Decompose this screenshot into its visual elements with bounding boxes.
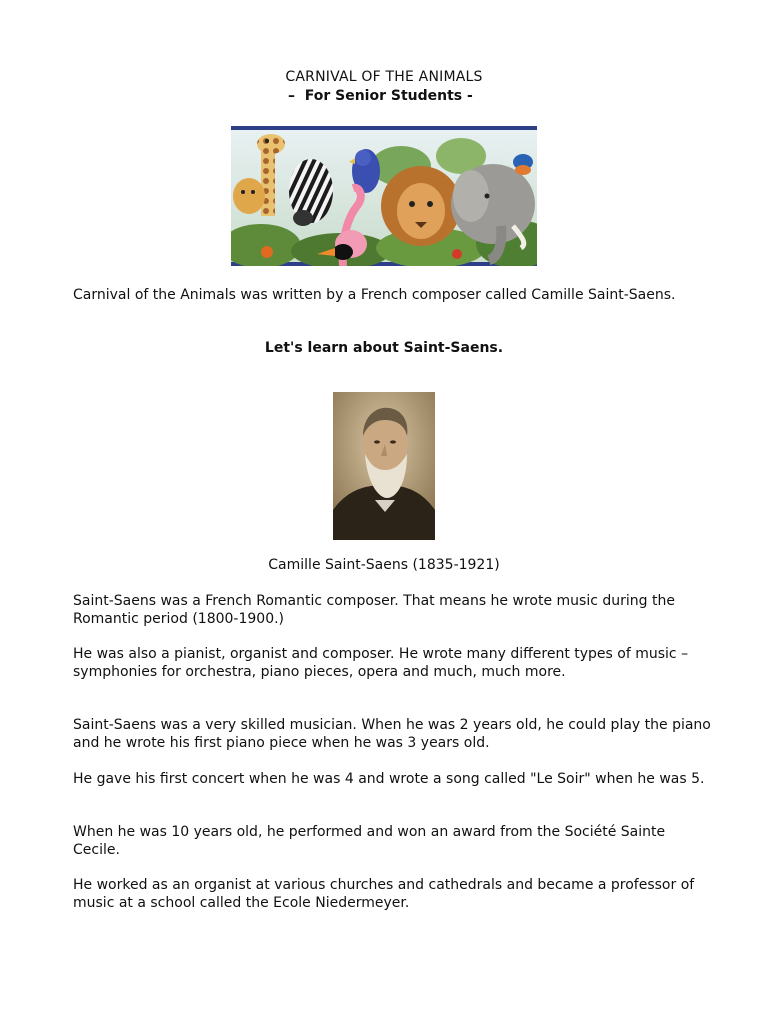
paragraph-skilled: Saint-Saens was a very skilled musician. When he was 2 years old, he could play the piano and he wrote his first piano piece when he was 3 years old. xyxy=(73,717,711,751)
paragraph-organist: He worked as an organist at various churches and cathedrals and became a professor of music at a school called the Ecole Niedermeyer. xyxy=(73,877,695,911)
paragraph-pianist: He was also a pianist, organist and composer. He wrote many different types of music – symphonies for orchestra, piano pieces, opera and much, much more. xyxy=(73,646,689,680)
composer-portrait-image xyxy=(333,392,435,540)
paragraph-award: When he was 10 years old, he performed and won an award from the Société Sainte Cecile. xyxy=(73,824,666,858)
intro-paragraph: Carnival of the Animals was written by a French composer called Camille Saint-Saens. xyxy=(73,287,676,303)
document-subtitle: – For Senior Students - xyxy=(288,88,473,104)
animals-banner-image xyxy=(231,126,537,266)
paragraph-first-concert: He gave his first concert when he was 4 and wrote a song called "Le Soir" when he was 5. xyxy=(73,771,705,787)
portrait-caption: Camille Saint-Saens (1835-1921) xyxy=(268,557,500,573)
paragraph-romantic: Saint-Saens was a French Romantic composer. That means he wrote music during the Romantic period (1800-1900.) xyxy=(73,593,675,627)
section-heading: Let's learn about Saint-Saens. xyxy=(264,340,504,356)
document-title: CARNIVAL OF THE ANIMALS xyxy=(285,69,483,85)
